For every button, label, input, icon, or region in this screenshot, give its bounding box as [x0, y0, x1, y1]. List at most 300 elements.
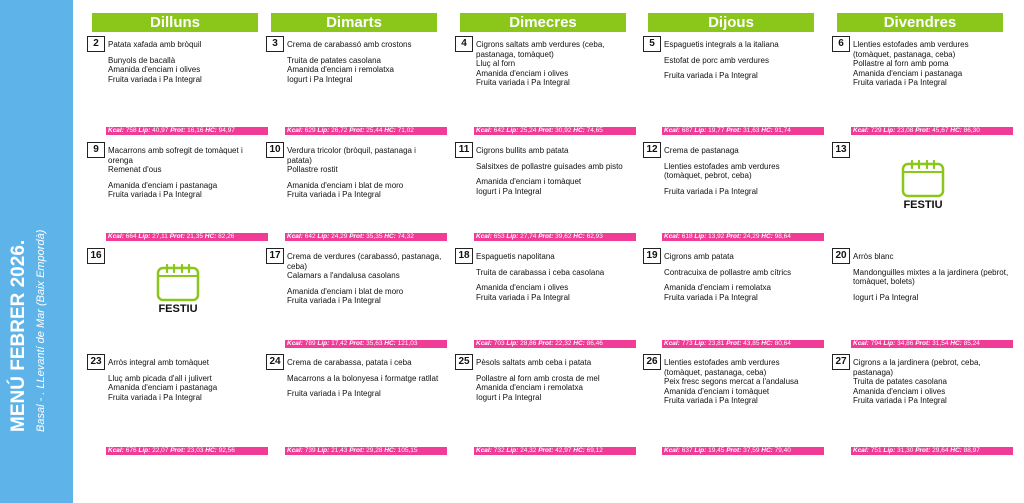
- day-number: 16: [87, 248, 105, 264]
- nutrition-value: 23,03: [185, 447, 206, 454]
- day-number: 13: [832, 142, 850, 158]
- day-header-dimarts: Dimarts: [271, 13, 437, 32]
- nutrition-value: 62,93: [584, 233, 603, 240]
- day-cell-18: [455, 248, 633, 338]
- day-cell-9: [87, 142, 265, 232]
- nutrition-key: Lip:: [506, 127, 519, 134]
- menu-subtitle: Basal - . LLevantí de Mar (Baix Empordà): [35, 229, 47, 432]
- day-number: 9: [87, 142, 105, 158]
- dish-line: Espaguetis napolitana: [476, 252, 555, 261]
- dish-line: Fruita variada i Pa Integral: [664, 71, 758, 80]
- dish-line: Fruita variada i Pa Integral: [664, 396, 758, 405]
- day-header-dimecres: Dimecres: [460, 13, 626, 32]
- dish-line: Amanida d'enciam i pastanaga: [108, 180, 218, 190]
- nutrition-key: Kcal:: [476, 127, 492, 134]
- day-cell-2: [87, 36, 265, 126]
- nutrition-key: Lip:: [317, 127, 330, 134]
- menu-dishes: [664, 358, 824, 406]
- nutrition-value: 729: [868, 127, 884, 134]
- menu-dishes: [108, 146, 268, 200]
- day-number: 6: [832, 36, 850, 52]
- dish-line: Fruita variada i Pa Integral: [476, 292, 570, 302]
- nutrition-value: 19,45: [706, 447, 727, 454]
- nutrition-bar: [851, 340, 1013, 348]
- nutrition-value: 82,26: [216, 233, 235, 240]
- nutrition-value: 26,72: [329, 127, 350, 134]
- dish-line: Amanida d'enciam i remolatxa: [664, 283, 771, 292]
- nutrition-key: Prot:: [538, 127, 554, 134]
- nutrition-value: 85,24: [961, 340, 980, 347]
- nutrition-key: Kcal:: [108, 233, 124, 240]
- nutrition-key: Kcal:: [476, 233, 492, 240]
- day-cell-16: [87, 248, 265, 338]
- nutrition-key: Prot:: [915, 127, 931, 134]
- nutrition-key: Prot:: [169, 233, 185, 240]
- menu-title: MENÚ FEBRER 2026.: [8, 239, 29, 432]
- nutrition-key: Lip:: [506, 233, 519, 240]
- dish-line: Espaguetis integrals a la italiana: [664, 40, 779, 49]
- dish-line: Arròs integral amb tomàquet: [108, 358, 209, 367]
- nutrition-value: 42,97: [553, 447, 574, 454]
- dish-line: Remenat d'ous: [108, 165, 162, 174]
- menu-dishes: [476, 40, 636, 88]
- nutrition-key: HC:: [950, 447, 962, 454]
- nutrition-key: Prot:: [726, 447, 742, 454]
- nutrition-key: Prot:: [915, 340, 931, 347]
- dish-line: Calamars a l'andalusa casolans: [287, 271, 400, 280]
- dish-line: Macarrons a la bolonyesa i formatge ratllat: [287, 373, 439, 383]
- nutrition-value: 17,42: [329, 340, 350, 347]
- dish-line: Amanida d'enciam i tomàquet: [664, 386, 770, 396]
- dish-line: Pollastre al forn amb crosta de mel: [476, 373, 600, 383]
- nutrition-value: 773: [679, 340, 695, 347]
- day-header-dilluns: Dilluns: [92, 13, 258, 32]
- day-cell-4: [455, 36, 633, 126]
- nutrition-bar: [285, 340, 447, 348]
- dish-line: Lluç al forn: [476, 59, 516, 68]
- nutrition-value: 629: [302, 127, 318, 134]
- nutrition-key: HC:: [384, 447, 396, 454]
- nutrition-key: Lip:: [694, 447, 707, 454]
- nutrition-key: HC:: [573, 447, 585, 454]
- day-cell-12: [643, 142, 821, 232]
- dish-line: pastanaga): [853, 367, 894, 377]
- nutrition-bar: [474, 233, 636, 241]
- nutrition-key: Lip:: [317, 340, 330, 347]
- nutrition-key: Prot:: [538, 340, 554, 347]
- dish-line: Llenties estofades amb verdures: [664, 161, 780, 171]
- day-number: 25: [455, 354, 473, 370]
- nutrition-bar: [285, 127, 447, 135]
- nutrition-value: 79,40: [772, 447, 791, 454]
- nutrition-value: 35,35: [364, 233, 385, 240]
- menu-dishes: [476, 358, 636, 402]
- nutrition-bar: [106, 233, 268, 241]
- nutrition-value: 25,24: [518, 127, 539, 134]
- calendar-icon: [143, 262, 213, 302]
- nutrition-value: 45,67: [930, 127, 951, 134]
- nutrition-bar: [474, 447, 636, 455]
- day-number: 4: [455, 36, 473, 52]
- nutrition-value: 39,62: [553, 233, 574, 240]
- dish-line: Amanida d'enciam i blat de moro: [287, 180, 404, 190]
- nutrition-value: 30,92: [553, 127, 574, 134]
- day-cell-27: [832, 354, 1010, 444]
- nutrition-key: Lip:: [883, 340, 896, 347]
- menu-dishes: [287, 252, 447, 306]
- dish-line: Fruita variada i Pa Integral: [108, 74, 202, 84]
- nutrition-value: 732: [491, 447, 507, 454]
- nutrition-key: HC:: [950, 340, 962, 347]
- dish-line: Verdura tricolor (bròquil, pastanaga i: [287, 146, 416, 155]
- nutrition-value: 642: [491, 127, 507, 134]
- nutrition-key: Lip:: [506, 447, 519, 454]
- nutrition-value: 34,86: [895, 340, 916, 347]
- nutrition-value: 676: [123, 447, 139, 454]
- day-number: 23: [87, 354, 105, 370]
- day-number: 11: [455, 142, 473, 158]
- nutrition-value: 29,64: [930, 447, 951, 454]
- nutrition-value: 86,30: [961, 127, 980, 134]
- dish-line: Macarrons amb sofregit de tomàquet i: [108, 146, 243, 155]
- dish-line: Fruita variada i Pa Integral: [664, 292, 758, 302]
- dish-line: Truita de patates casolana: [287, 55, 381, 65]
- nutrition-value: 21,43: [329, 447, 350, 454]
- day-number: 27: [832, 354, 850, 370]
- nutrition-value: 22,07: [150, 447, 171, 454]
- nutrition-key: HC:: [384, 233, 396, 240]
- day-cell-17: [266, 248, 444, 338]
- calendar-icon: [888, 158, 958, 198]
- day-cell-3: [266, 36, 444, 126]
- nutrition-key: HC:: [384, 340, 396, 347]
- dish-line: Cigrons bullits amb patata: [476, 146, 569, 155]
- dish-line: pastanaga, tomàquet): [476, 49, 554, 59]
- nutrition-key: Prot:: [538, 447, 554, 454]
- nutrition-value: 16,16: [185, 127, 206, 134]
- menu-dishes: [853, 252, 1013, 302]
- holiday-block: [888, 158, 958, 211]
- dish-line: Llenties estofades amb verdures: [853, 40, 969, 49]
- dish-line: Amanida d'enciam i olives: [853, 386, 946, 396]
- nutrition-bar: [106, 447, 268, 455]
- dish-line: Crema de pastanaga: [664, 146, 739, 155]
- nutrition-key: Kcal:: [853, 127, 869, 134]
- dish-line: Fruita variada i Pa Integral: [287, 190, 381, 199]
- dish-line: Amanida d'enciam i pastanaga: [108, 383, 218, 392]
- nutrition-key: Lip:: [317, 447, 330, 454]
- nutrition-value: 25,44: [364, 127, 385, 134]
- dish-line: Patata xafada amb bròquil: [108, 40, 202, 49]
- dish-line: Amanida d'enciam i remolatxa: [476, 383, 583, 392]
- dish-line: Fruita variada i Pa Integral: [287, 389, 381, 398]
- dish-line: Iogurt i Pa Integral: [853, 292, 919, 302]
- dish-line: tomàquet, bolets): [853, 277, 915, 286]
- dish-line: Iogurt i Pa Integral: [476, 392, 542, 402]
- nutrition-value: 27,11: [150, 233, 170, 240]
- nutrition-key: Lip:: [317, 233, 330, 240]
- day-number: 17: [266, 248, 284, 264]
- nutrition-value: 98,64: [772, 233, 791, 240]
- dish-line: Mandonguilles mixtes a la jardinera (pebrot,: [853, 267, 1009, 277]
- nutrition-value: 71,02: [395, 127, 414, 134]
- nutrition-bar: [285, 233, 447, 241]
- nutrition-value: 24,32: [518, 447, 539, 454]
- nutrition-value: 24,29: [741, 233, 762, 240]
- nutrition-value: 86,46: [584, 340, 603, 347]
- nutrition-key: Lip:: [883, 127, 896, 134]
- day-number: 3: [266, 36, 284, 52]
- nutrition-key: Prot:: [726, 233, 742, 240]
- nutrition-key: Lip:: [883, 447, 896, 454]
- nutrition-key: HC:: [573, 127, 585, 134]
- dish-line: Iogurt i Pa Integral: [287, 74, 353, 84]
- menu-dishes: [664, 252, 824, 302]
- sidebar: [0, 0, 73, 503]
- dish-line: Fruita variada i Pa Integral: [287, 296, 381, 305]
- nutrition-key: Kcal:: [664, 233, 680, 240]
- nutrition-value: 91,74: [772, 127, 791, 134]
- day-number: 10: [266, 142, 284, 158]
- nutrition-key: HC:: [204, 233, 217, 240]
- menu-dishes: [476, 252, 636, 302]
- day-cell-6: [832, 36, 1010, 126]
- day-cell-10: [266, 142, 444, 232]
- dish-line: Amanida d'enciam i olives: [476, 68, 569, 78]
- nutrition-value: 31,63: [741, 127, 762, 134]
- nutrition-value: 27,74: [518, 233, 539, 240]
- nutrition-value: 40,97: [150, 127, 171, 134]
- nutrition-value: 74,32: [395, 233, 414, 240]
- nutrition-value: 23,08: [895, 127, 916, 134]
- nutrition-key: HC:: [205, 127, 217, 134]
- nutrition-value: 35,63: [364, 340, 385, 347]
- dish-line: Lluç amb picada d'all i julivert: [108, 373, 212, 383]
- nutrition-key: HC:: [384, 127, 396, 134]
- day-cell-25: [455, 354, 633, 444]
- nutrition-value: 80,64: [772, 340, 791, 347]
- nutrition-bar: [662, 447, 824, 455]
- nutrition-key: HC:: [205, 447, 217, 454]
- nutrition-key: Kcal:: [664, 340, 680, 347]
- day-header-dijous: Dijous: [648, 13, 814, 32]
- holiday-label: FESTIU: [158, 303, 198, 315]
- nutrition-key: Prot:: [726, 127, 742, 134]
- day-number: 19: [643, 248, 661, 264]
- nutrition-value: 105,15: [395, 447, 418, 454]
- nutrition-bar: [474, 127, 636, 135]
- menu-dishes: [108, 358, 268, 402]
- menu-dishes: [664, 40, 824, 81]
- dish-line: Fruita variada i Pa Integral: [108, 190, 202, 199]
- nutrition-value: 23,81: [706, 340, 727, 347]
- dish-line: Pollastre al forn amb poma: [853, 59, 949, 68]
- nutrition-value: 653: [491, 233, 507, 240]
- nutrition-key: Prot:: [349, 127, 365, 134]
- dish-line: patata): [287, 155, 312, 165]
- dish-line: Fruita variada i Pa Integral: [664, 186, 758, 196]
- nutrition-value: 664: [123, 233, 139, 240]
- nutrition-value: 758: [123, 127, 139, 134]
- nutrition-value: 94,97: [216, 127, 235, 134]
- nutrition-key: Kcal:: [287, 127, 303, 134]
- dish-line: Amanida d'enciam i blat de moro: [287, 286, 404, 296]
- nutrition-key: Lip:: [694, 233, 707, 240]
- dish-line: Peix fresc segons mercat a l'andalusa: [664, 377, 799, 386]
- dish-line: Amanida d'enciam i remolatxa: [287, 65, 394, 74]
- day-cell-26: [643, 354, 821, 444]
- nutrition-key: Lip:: [138, 233, 151, 240]
- nutrition-value: 22,32: [553, 340, 574, 347]
- nutrition-key: Prot:: [349, 340, 365, 347]
- day-number: 2: [87, 36, 105, 52]
- nutrition-value: 88,97: [961, 447, 980, 454]
- nutrition-value: 751: [868, 447, 884, 454]
- dish-line: Amanida d'enciam i pastanaga: [853, 68, 963, 78]
- nutrition-key: Kcal:: [287, 233, 303, 240]
- dish-line: Bunyols de bacallà: [108, 55, 176, 65]
- nutrition-key: Kcal:: [287, 447, 303, 454]
- dish-line: Pollastre rostit: [287, 165, 338, 174]
- nutrition-value: 31,54: [930, 340, 951, 347]
- nutrition-value: 28,86: [518, 340, 539, 347]
- dish-line: Cigrons saltats amb verdures (ceba,: [476, 40, 605, 49]
- nutrition-value: 29,28: [364, 447, 385, 454]
- menu-dishes: [476, 146, 636, 196]
- dish-line: Llenties estofades amb verdures: [664, 358, 780, 367]
- nutrition-key: HC:: [573, 340, 585, 347]
- nutrition-value: 703: [491, 340, 507, 347]
- nutrition-key: HC:: [761, 127, 773, 134]
- menu-dishes: [108, 40, 268, 84]
- nutrition-value: 37,59: [741, 447, 762, 454]
- dish-line: Fruita variada i Pa Integral: [108, 392, 202, 402]
- nutrition-key: Kcal:: [853, 340, 869, 347]
- dish-line: orenga: [108, 155, 133, 165]
- nutrition-key: Kcal:: [853, 447, 869, 454]
- dish-line: Arròs blanc: [853, 252, 894, 261]
- day-header-divendres: Divendres: [837, 13, 1003, 32]
- day-number: 26: [643, 354, 661, 370]
- nutrition-value: 43,85: [741, 340, 762, 347]
- nutrition-key: Kcal:: [108, 127, 124, 134]
- nutrition-bar: [285, 447, 447, 455]
- day-number: 24: [266, 354, 284, 370]
- nutrition-value: 687: [679, 127, 695, 134]
- dish-line: Amanida d'enciam i tomàquet: [476, 177, 582, 186]
- dish-line: Estofat de porc amb verdures: [664, 55, 769, 65]
- nutrition-key: Prot:: [349, 233, 365, 240]
- day-cell-5: [643, 36, 821, 126]
- dish-line: (tomàquet, pebrot, ceba): [664, 171, 752, 180]
- nutrition-key: Prot:: [170, 127, 186, 134]
- dish-line: Pèsols saltats amb ceba i patata: [476, 358, 592, 367]
- menu-dishes: [287, 40, 447, 84]
- day-cell-11: [455, 142, 633, 232]
- nutrition-bar: [851, 447, 1013, 455]
- day-number: 12: [643, 142, 661, 158]
- nutrition-value: 121,03: [395, 340, 418, 347]
- nutrition-key: Kcal:: [476, 447, 492, 454]
- nutrition-key: Lip:: [138, 127, 151, 134]
- nutrition-bar: [851, 127, 1013, 135]
- dish-line: Amanida d'enciam i olives: [108, 65, 201, 74]
- nutrition-value: 31,30: [895, 447, 916, 454]
- dish-line: (tomàquet, pastanaga, ceba): [853, 49, 956, 59]
- nutrition-key: Lip:: [694, 340, 707, 347]
- nutrition-key: Kcal:: [287, 340, 303, 347]
- holiday-block: [143, 262, 213, 315]
- dish-line: Fruita variada i Pa Integral: [476, 78, 570, 87]
- nutrition-key: Prot:: [915, 447, 931, 454]
- dish-line: Crema de carabassó amb crostons: [287, 40, 412, 49]
- day-cell-19: [643, 248, 821, 338]
- nutrition-key: Kcal:: [108, 447, 124, 454]
- nutrition-bar: [662, 127, 824, 135]
- nutrition-bar: [106, 127, 268, 135]
- nutrition-key: HC:: [573, 233, 585, 240]
- nutrition-bar: [474, 340, 636, 348]
- nutrition-value: 789: [302, 340, 318, 347]
- dish-line: Crema de verdures (carabassó, pastanaga,: [287, 252, 442, 261]
- nutrition-key: HC:: [950, 127, 962, 134]
- nutrition-key: Prot:: [726, 340, 742, 347]
- day-number: 20: [832, 248, 850, 264]
- day-number: 5: [643, 36, 661, 52]
- nutrition-value: 794: [868, 340, 884, 347]
- dish-line: Fruita variada i Pa Integral: [853, 396, 947, 405]
- nutrition-key: Prot:: [538, 233, 554, 240]
- day-cell-13: [832, 142, 1010, 232]
- nutrition-key: HC:: [761, 340, 773, 347]
- nutrition-value: 618: [679, 233, 695, 240]
- day-cell-23: [87, 354, 265, 444]
- dish-line: Iogurt i Pa Integral: [476, 186, 542, 196]
- menu-dishes: [287, 146, 447, 200]
- dish-line: Cigrons amb patata: [664, 252, 734, 261]
- dish-line: ceba): [287, 261, 308, 271]
- dish-line: Fruita variada i Pa Integral: [853, 78, 947, 87]
- day-cell-20: [832, 248, 1010, 338]
- nutrition-key: HC:: [761, 447, 773, 454]
- nutrition-key: Kcal:: [664, 127, 680, 134]
- holiday-label: FESTIU: [903, 199, 943, 211]
- menu-dishes: [664, 146, 824, 196]
- dish-line: Truita de patates casolana: [853, 377, 947, 386]
- nutrition-bar: [662, 233, 824, 241]
- dish-line: (tomàquet, pastanaga, ceba): [664, 367, 767, 377]
- menu-dishes: [853, 358, 1013, 406]
- day-cell-24: [266, 354, 444, 444]
- nutrition-key: Prot:: [170, 447, 186, 454]
- nutrition-value: 13,92: [706, 233, 727, 240]
- nutrition-value: 69,12: [584, 447, 603, 454]
- dish-line: Salsitxes de pollastre guisades amb pisto: [476, 161, 623, 171]
- nutrition-key: Lip:: [694, 127, 707, 134]
- nutrition-value: 19,77: [706, 127, 727, 134]
- nutrition-value: 739: [302, 447, 318, 454]
- nutrition-value: 637: [679, 447, 695, 454]
- nutrition-value: 92,56: [216, 447, 235, 454]
- nutrition-key: Lip:: [138, 447, 151, 454]
- dish-line: Truita de carabassa i ceba casolana: [476, 267, 605, 277]
- menu-dishes: [287, 358, 447, 399]
- nutrition-key: HC:: [761, 233, 773, 240]
- nutrition-value: 21,35: [184, 233, 205, 240]
- dish-line: Contracuixa de pollastre amb cítrics: [664, 267, 792, 277]
- dish-line: Crema de carabassa, patata i ceba: [287, 358, 412, 367]
- nutrition-value: 24,29: [329, 233, 350, 240]
